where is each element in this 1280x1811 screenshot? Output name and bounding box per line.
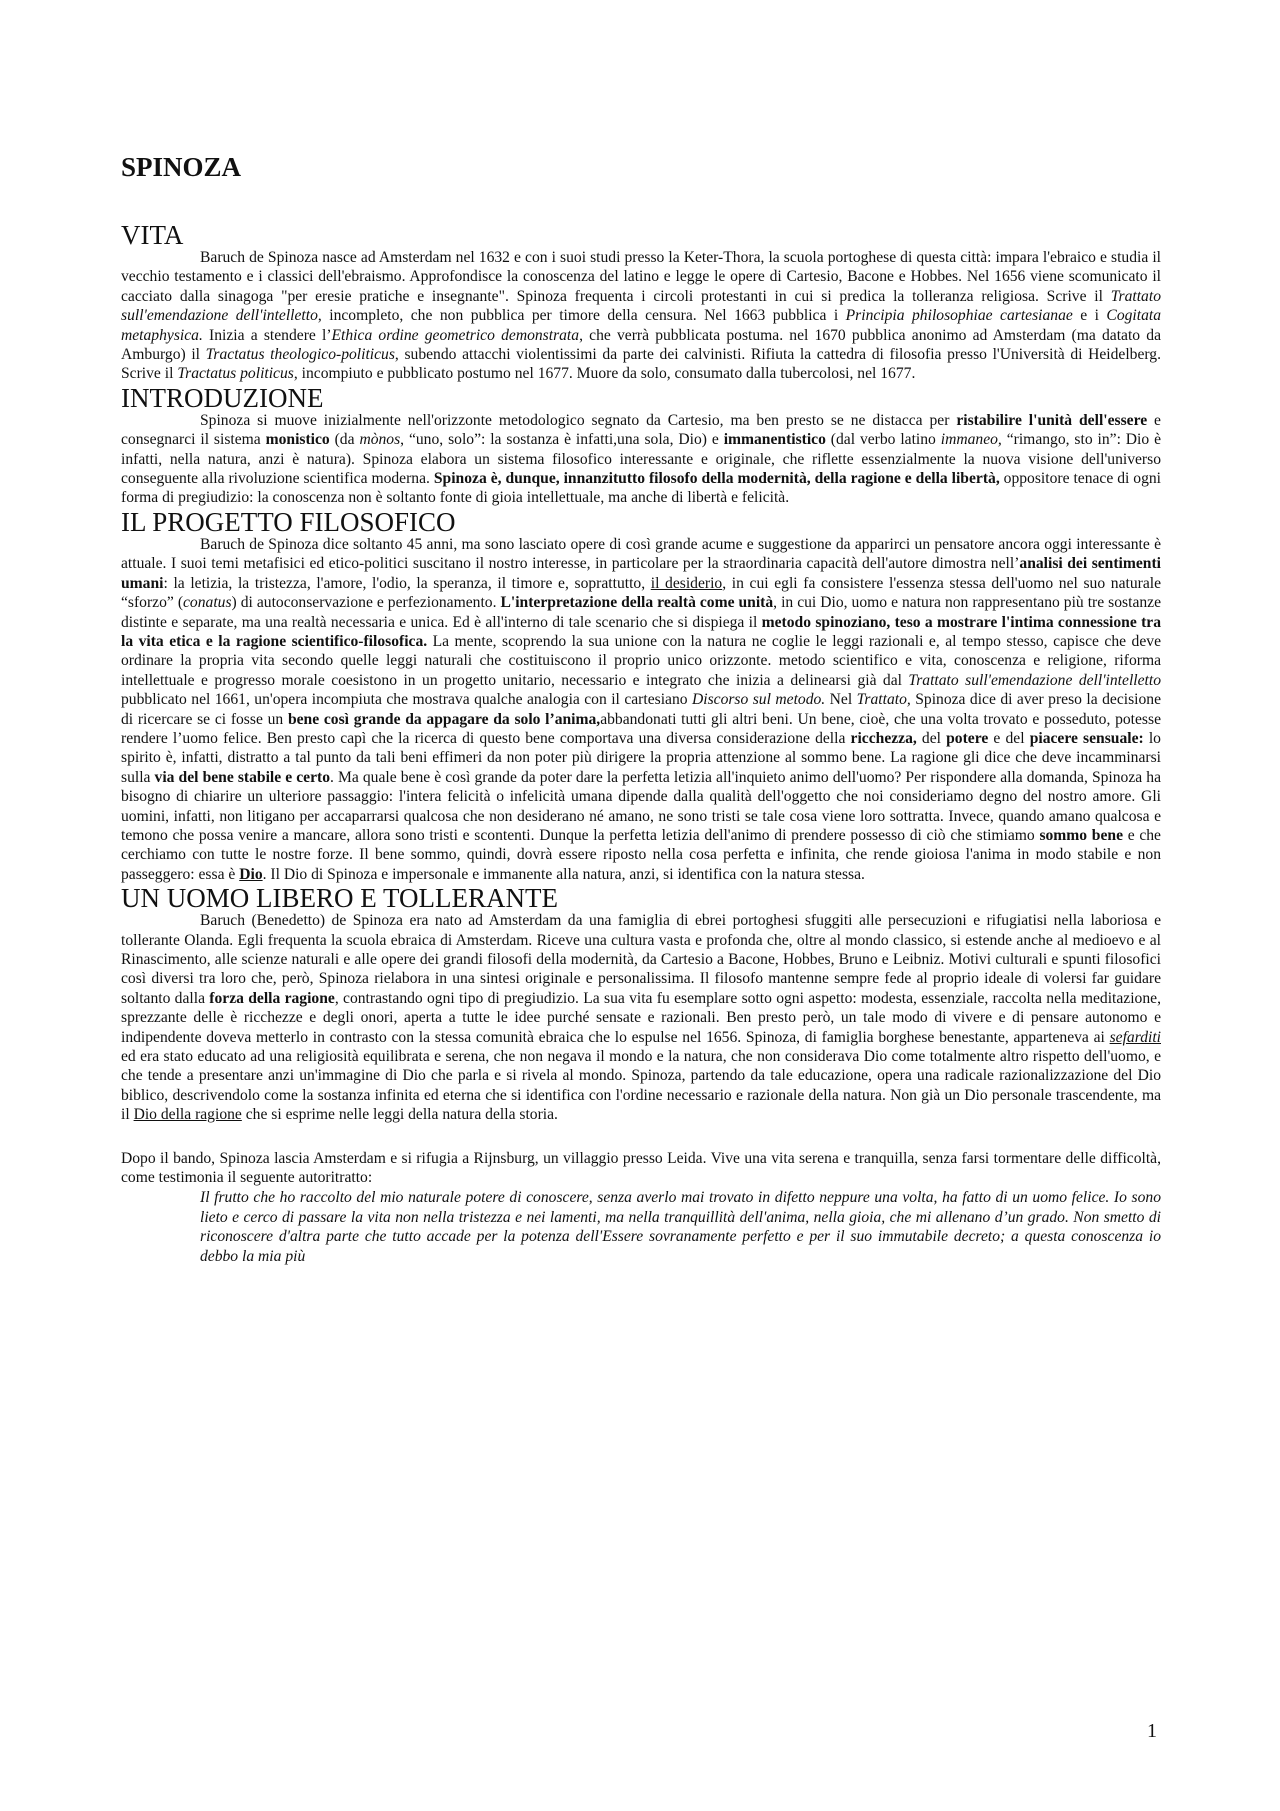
text-run: “rimango, sto in”: Dio è infatti, nella natura, anzi è natura). Spinoza elabora un sistema filosofico interessante e originale, che riflette essenzialmente la nuova visione dell'universo conseguente alla rivoluzione scientifica moderna. <box>121 431 1162 488</box>
text-run: Spinoza dice di aver preso la decisione di ricercare se ci fosse un <box>121 691 1161 728</box>
text-run: abbandonati tutti gli altri beni. Un bene, cioè, che una volta trovato e posseduto, potesse rendere l’uomo felice. Ben presto capì che la ricerca di questo bene comportava una diversa considerazione della <box>121 710 1161 747</box>
italic-title: Trattato sull'emendazione dell'intelletto <box>121 287 1161 325</box>
italic-title: Ethica ordine geometrico demonstrata <box>331 326 580 344</box>
section-heading-uomo: UN UOMO LIBERO E TOLLERANTE <box>121 883 558 914</box>
text-run: del <box>916 729 947 747</box>
section-heading-progetto: IL PROGETTO FILOSOFICO <box>121 506 456 537</box>
text-run: (da <box>329 431 360 449</box>
bold-phrase: ristabilire l'unità dell'essere <box>956 411 1148 429</box>
italic-title: Cogitata metaphysica. <box>121 307 1162 344</box>
bold-phrase: potere <box>946 729 989 747</box>
text-run: La mente, scoprendo la sua unione con la natura ne coglie le leggi razionali e, al tempo stesso, capisce che deve ordinare la propria vita secondo quelle leggi naturali che costituiscono il proprio unico orizzonte. metodo scientifico e vita, conoscenza e religione, riforma intellettuale e progresso morale coesistono in un progetto unitario, necessario e integrato che inizia a delinearsi già dal <box>121 632 1161 689</box>
text-run: Inizia a stendere l’ <box>202 326 332 344</box>
bold-phrase: via del bene stabile e certo <box>154 768 331 786</box>
bold-phrase: analisi dei sentimenti umani <box>121 555 1161 592</box>
text-run: , incompiuto e pubblicato postumo nel 1677. Muore da solo, consumato dalla tubercolosi, nel 1677. <box>293 365 916 383</box>
italic-word: immaneo, <box>940 431 1002 449</box>
bold-phrase: metodo spinoziano, teso a mostrare l'intima connessione tra la vita etica e la ragione scientifico-filosofica. <box>121 613 1161 650</box>
text-run: che si esprime nelle leggi della natura della storia. <box>241 1106 558 1124</box>
italic-title: Tractatus politicus <box>177 365 294 383</box>
italic-title: Principia philosophiae cartesianae <box>845 307 1073 325</box>
italic-word: mònos <box>359 431 401 449</box>
section-heading-introduzione: INTRODUZIONE <box>121 382 324 413</box>
text-run: , che verrà pubblicata postuma. nel 1670 pubblica anonimo ad Amsterdam (ma datato da Amburgo) il <box>121 326 1162 364</box>
underlined-phrase: il desiderio <box>650 574 723 592</box>
paragraph-progetto <box>121 535 1161 884</box>
text-run: ) di autoconservazione e perfezionamento. <box>231 594 501 612</box>
section-vita <box>121 222 1161 384</box>
bold-phrase: Spinoza è, dunque, innanzitutto filosofo della modernità, della ragione e della libertà, <box>433 470 1000 488</box>
text-run: pubblicato nel 1661, un'opera incompiuta che mostrava qualche analogia con il cartesiano <box>121 691 692 709</box>
section-progetto-filosofico <box>121 506 1162 884</box>
text-run: Nel <box>825 691 857 709</box>
document-body <box>121 150 1161 1266</box>
text-run: , subendo attacchi violentissimi da parte dei calvinisti. Rifiuta la cattedra di filosofia presso l'Università di Heidelberg. Scrive il <box>121 346 1161 383</box>
text-run: : la letizia, la tristezza, l'amore, l'odio, la speranza, il timore e, soprattutto, <box>163 574 651 592</box>
paragraph-uomo <box>121 911 1161 1124</box>
text-run: , “uno, solo”: la sostanza è infatti,una sola, Dio) e <box>400 431 724 449</box>
text-run: (dal verbo latino <box>825 431 941 449</box>
bold-phrase: forza della ragione <box>209 989 335 1007</box>
section-introduzione <box>121 382 1162 508</box>
section-heading-vita: VITA <box>121 220 184 250</box>
section-uomo-libero <box>121 885 1161 1266</box>
paragraph-introduzione <box>121 411 1161 508</box>
text-run: Baruch de Spinoza dice soltanto 45 anni, ma sono lasciato opere di così grande acume e suggestione da apparirci un pensatore ancora oggi interessante è attuale. I suoi temi metafisici ed etico-politici suscitano il nostro interesse, in particolare per la straordinaria capacità dell'autore dimostra nell’ <box>121 535 1161 573</box>
italic-word: conatus <box>183 594 232 612</box>
bold-phrase: monistico <box>265 431 330 449</box>
text-run: , in cui egli fa consistere l'essenza stessa dell'uomo nel suo naturale “sforzo” ( <box>121 574 1161 612</box>
italic-title: Trattato, <box>856 691 911 709</box>
page-number: 1 <box>1147 1720 1157 1742</box>
text-run: lo spirito è, infatti, distratto a tal punto da tali beni effimeri da non poter più dirigere la propria attenzione al sommo bene. La ragione gli dice che deve incamminarsi sulla <box>121 729 1161 786</box>
italic-title: Trattato sull'emendazione dell'intelletto <box>908 671 1161 689</box>
text-run: Baruch de Spinoza nasce ad Amsterdam nel 1632 e con i suoi studi presso la Keter-Thora, la scuola portoghese di questa città: impara l'ebraico e studia il vecchio testamento e i classici dell'ebraismo. Approfondisce la conoscenza del latino e legge le opere di Cartesio, Bacone e Hobbes. Nel 1656 viene scomunicato il cacciato dalla sinagoga "per eresie pratiche e insegnante". Spinoza frequenta i circoli protestanti in cui si predica la tolleranza religiosa. Scrive il <box>121 249 1161 305</box>
bold-phrase: ricchezza, <box>850 729 917 747</box>
text-run: , contrastando ogni tipo di pregiudizio. La sua vita fu esemplare sotto ogni aspetto: modesta, essenziale, raccolta nella meditazione, sprezzante delle è ricchezze e degli onori, aperta a tutte le idee purché sensate e razionali. Ben presto però, un tale modo di vivere e di pensare autonomo e indipendente doveva metterlo in contrasto con la stessa comunità ebraica che lo espulse nel 1656. Spinoza, di famiglia borghese benestante, apparteneva ai <box>121 989 1161 1046</box>
bold-phrase: L'interpretazione della realtà come unità <box>500 594 774 612</box>
text-run: e che cerchiamo con tutte le nostre forze. Il bene sommo, quindi, dovrà essere riposto nella cosa perfetta e infinita, che rende gioiosa l'anima in modo stabile e non passeggero: essa è <box>121 826 1161 883</box>
underlined-italic-word: sefarditi <box>1109 1028 1161 1046</box>
text-run: Baruch (Benedetto) de Spinoza era nato ad Amsterdam da una famiglia di ebrei portoghesi sfuggiti alle persecuzioni e rifugiatisi nella laboriosa e tollerante Olanda. Egli frequenta la scuola ebraica di Amsterdam. Riceve una cultura vasta e profonda che, oltre al mondo classico, si estende anche al medioevo e al Rinascimento, alle scienze naturali e alle opere dei grandi filosofi della modernità, da Cartesio a Bacone, Hobbes, Bruno e Leibniz. Motivi culturali e spunti filosofici così diversi tra loro che, però, Spinoza rielabora in una sintesi originale e personalissima. Il filosofo mantenne sempre fede al proprio ideale di volersi far guidare soltanto dalla <box>121 912 1161 1007</box>
text-run: ed era stato educato ad una religiosità equilibrata e serena, che non negava il mondo e la natura, che non considerava Dio come totalmente altro rispetto dell'uomo, e che tende a presentare anzi un'immagine di Dio che parla e si rivela al mondo. Spinoza, partendo da tale educazione, opera una radicale razionalizzazione del Dio biblico, descrivendolo come la sostanza infinita ed eterna che si identifica con l'ordine necessario e razionale della natura. Non già un Dio personale trascendente, ma il <box>121 1048 1161 1124</box>
text-run: , in cui Dio, uomo e natura non rappresentano più tre sostanze distinte e separate, ma una realtà necessaria e unica. Ed è all'interno di tale scenario che si dispiega il <box>121 594 1162 631</box>
text-run: Spinoza si muove inizialmente nell'orizzonte metodologico segnato da Cartesio, ma ben presto se ne distacca per <box>200 411 957 429</box>
paragraph-dopo-bando: Dopo il bando, Spinoza lascia Amsterdam e si rifugia a Rijnsburg, un villaggio presso Leida. Vive una vita serena e tranquilla, senza farsi tormentare delle difficoltà, come testimonia il seguente autoritratto: <box>121 1149 1161 1187</box>
bold-phrase: immanentistico <box>723 431 826 449</box>
text-run: e del <box>988 729 1030 747</box>
text-run: . Ma quale bene è così grande da poter dare la perfetta letizia all'inquieto animo dell'uomo? Per rispondere alla domanda, Spinoza ha bisogno di chiarire un ulteriore passaggio: l'intera felicità o infelicità umana dipende dalla qualità dell'oggetto che noi consideriamo degno del nostro amore. Gli uomini, infatti, non litigano per accaparrarsi qualcosa che non desiderano né amano, ne sono tristi se tale cosa viene loro sottratta. Invece, quando amano qualcosa e temono che possa venire a mancare, allora sono tristi e scontenti. Dunque la perfetta letizia dell'animo di prendere possesso di ciò che stimiamo <box>121 768 1161 844</box>
text-run: e consegnarci il sistema <box>121 411 1161 449</box>
text-run: e i <box>1072 307 1107 325</box>
bold-phrase: piacere sensuale: <box>1029 729 1144 747</box>
bold-phrase: bene così grande da appagare da solo l’anima, <box>287 710 601 728</box>
bold-phrase: sommo bene <box>1039 826 1123 844</box>
underlined-bold-word: Dio <box>239 865 263 883</box>
document-title: SPINOZA <box>121 152 242 182</box>
paragraph-vita <box>121 248 1161 384</box>
italic-title: Discorso sul metodo. <box>691 691 826 709</box>
block-quote-autoritratto: Il frutto che ho raccolto del mio naturale potere di conoscere, senza averlo mai trovato in difetto neppure una volta, ha fatto di un uomo felice. Io sono lieto e cerco di passare la vita non nella tristezza e nei lamenti, ma nella tranquillità dell'anima, nella gioia, che mi allenano d’un grado. Non smetto di riconoscere d'altra parte che tutto accade per la potenza dell'Essere sovranamente perfetto e per il suo immutabile decreto; a questa conoscenza io debbo la mia più <box>200 1189 1161 1265</box>
text-run: , incompleto, che non pubblica per timore della censura. Nel 1663 pubblica i <box>317 307 846 325</box>
italic-title: Tractatus theologico-politicus <box>205 346 395 364</box>
underlined-phrase: Dio della ragione <box>133 1106 242 1124</box>
text-run: oppositore tenace di ogni forma di pregiudizio: la conoscenza non è soltanto fonte di gioia intellettuale, ma anche di libertà e felicità. <box>121 470 1162 507</box>
text-run: . Il Dio di Spinoza e impersonale e immanente alla natura, anzi, si identifica con la natura stessa. <box>262 865 865 883</box>
